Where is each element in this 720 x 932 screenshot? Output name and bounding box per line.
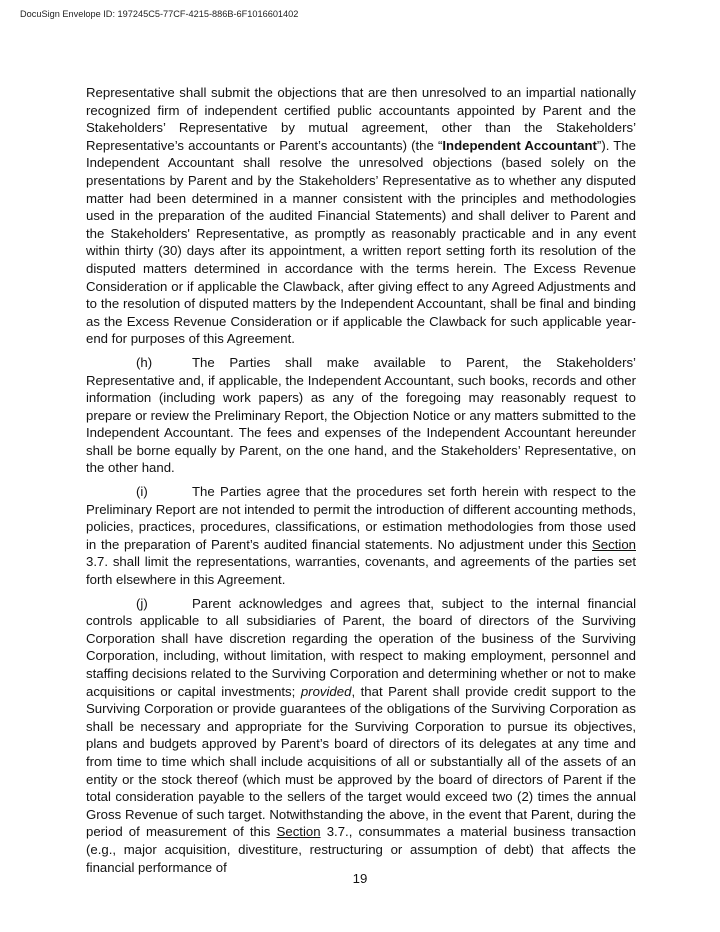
section-reference: Section <box>276 824 321 840</box>
page-number: 19 <box>352 871 368 886</box>
paragraph-text: 3.7., consummates a material business transaction (e.g., major acquisition, divestiture, restructuring or assumption of debt) that affects the financial performance of <box>86 824 637 875</box>
paragraph-text: ”). The Independent Accountant shall resolve the unresolved objections (based solely on the presentations by Parent and by the Stakeholders’ Representative as to whether any disputed matter had been determined in a manner consistent with the principles and methodologies used in the preparation of the audited Financial Statements) and shall deliver to Parent and the Stakeholders' Representative, as promptly as reasonably practicable and in any event within thirty (30) days after its appointment, a written report setting forth its resolution of the disputed matters determined in accordance with the terms herein. The Excess Revenue Consideration or if applicable the Clawback, after giving effect to any Agreed Adjustments and to the resolution of disputed matters by the Independent Accountant, shall be final and binding as the Excess Revenue Consideration or if applicable the Clawback for such applicable year-end for purposes of this Agreement. <box>86 137 636 347</box>
paragraph-i <box>86 483 636 589</box>
paragraph-text: , that Parent shall provide credit support to the Surviving Corporation or provide guarantees of the obligations of the Surviving Corporation as shall be necessary and appropriate for the Surviving Corporation to pursue its objectives, plans and budgets approved by Parent’s board of directors of its delegates at any time and from time to time which shall include acquisitions of all or substantially all of the assets of an entity or the stock thereof (which must be approved by the board of directors of Parent if the total consideration payable to the sellers of the target would exceed two (2) times the annual Gross Revenue of such target. Notwithstanding the above, in the event that Parent, during the period of measurement of this <box>86 683 637 840</box>
paragraph-text: The Parties agree that the procedures set forth herein with respect to the Preliminary Report are not intended to permit the introduction of different accounting methods, policies, practices, procedures, classifications, or estimation methodologies from those used in the preparation of Parent’s audited financial statements. No adjustment under this <box>86 484 636 552</box>
defined-term-independent-accountant: Independent Accountant <box>442 137 597 153</box>
paragraph-h <box>86 354 636 477</box>
section-reference: Section <box>592 536 636 552</box>
paragraph-label: (i) <box>136 484 148 500</box>
italic-term-provided: provided <box>300 683 352 699</box>
paragraph-text: Representative shall submit the objections that are then unresolved to an impartial nationally recognized firm of independent certified public accountants appointed by Parent and the Stakeholders’ Representative by mutual agreement, other than the Stakeholders’ Representative’s accountants or Parent’s accountants) (the “ <box>86 85 636 153</box>
paragraph-j <box>86 595 636 877</box>
paragraph-label: (j) <box>136 595 148 611</box>
paragraph-text: 3.7. shall limit the representations, warranties, covenants, and agreements of the parties set forth elsewhere in this Agreement. <box>86 554 636 588</box>
paragraph-continued <box>86 84 636 348</box>
document-body <box>86 84 636 882</box>
paragraph-text: Parent acknowledges and agrees that, subject to the internal financial controls applicable to all subsidiaries of Parent, the board of directors of the Surviving Corporation shall have discretion regarding the operation of the business of the Surviving Corporation, including, without limitation, with respect to making employment, personnel and staffing decisions related to the Surviving Corporation and determining whether or not to make acquisitions or capital investments; <box>86 595 636 699</box>
paragraph-label: (h) <box>136 354 153 370</box>
docusign-envelope-id: DocuSign Envelope ID: 197245C5-77CF-4215-886B-6F1016601402 <box>20 9 299 19</box>
paragraph-text: The Parties shall make available to Parent, the Stakeholders’ Representative and, if applicable, the Independent Accountant, such books, records and other information (including work papers) as any of the foregoing may reasonably request to prepare or review the Preliminary Report, the Objection Notice or any matters submitted to the Independent Accountant. The fees and expenses of the Independent Accountant hereunder shall be borne equally by Parent, on the one hand, and the Stakeholders’ Representative, on the other hand. <box>86 354 636 476</box>
